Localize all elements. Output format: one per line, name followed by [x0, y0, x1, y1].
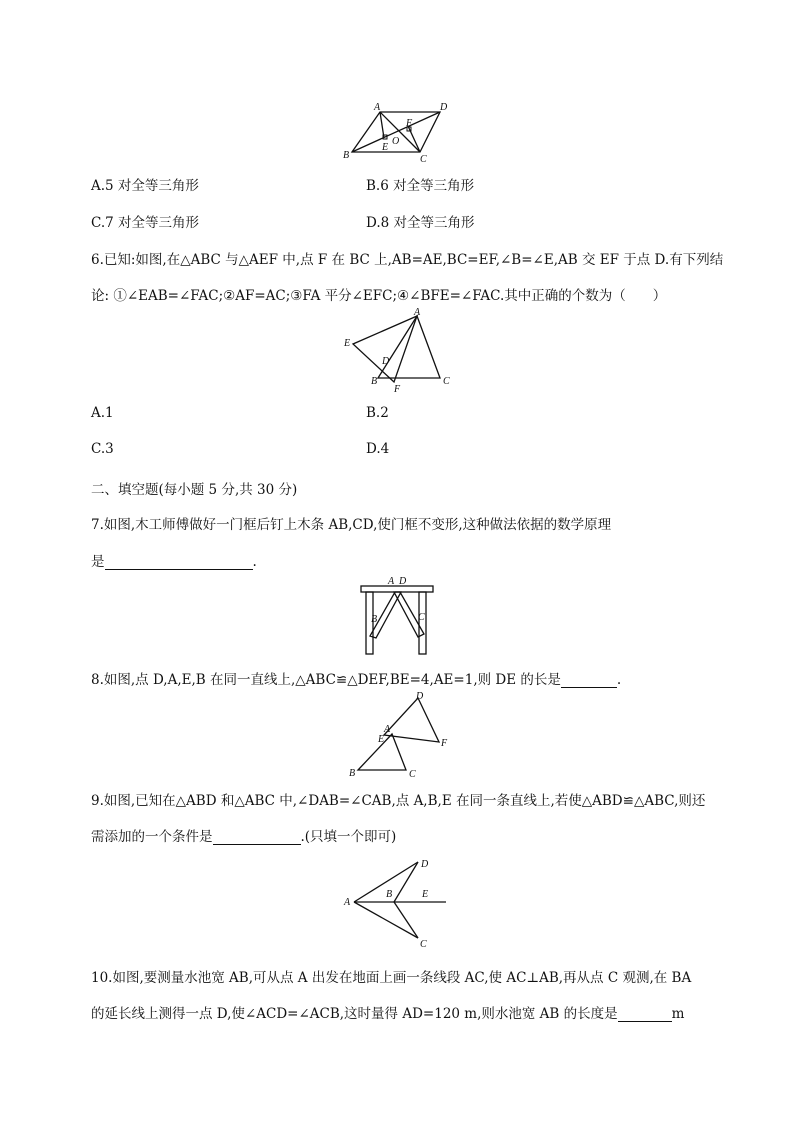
q6-option-d: D.4 — [366, 441, 390, 457]
q8-prefix: 8.如图,点 D,A,E,B 在同一直线上,△ABC≌△DEF,BE=4,AE=1,则 DE 的长是 — [91, 672, 561, 688]
q8-label-C: C — [409, 769, 416, 780]
q5-option-c: C.7 对全等三角形 — [91, 215, 200, 231]
q9-suffix: .(只填一个即可) — [300, 829, 397, 845]
q7-line-2 — [91, 550, 257, 570]
figure-q6-triangles — [338, 308, 458, 396]
figure-q5-parallelogram — [340, 100, 460, 164]
q10-suffix: m — [671, 1006, 685, 1022]
q8-line — [91, 668, 621, 688]
q8-label-F: F — [441, 738, 448, 749]
figure-q8-triangles — [344, 690, 452, 780]
q5-label-E: E — [382, 142, 389, 153]
q9-label-A: A — [344, 897, 351, 908]
q6-label-B: B — [371, 376, 378, 387]
q10-prefix: 的延长线上测得一点 D,使∠ACD=∠ACB,这时量得 AD=120 m,则水池宽 AB 的长度是 — [91, 1006, 618, 1022]
q8-label-A: A — [384, 724, 391, 735]
q6-option-c: C.3 — [91, 441, 114, 457]
q9-line-1: 9.如图,已知在△ABD 和△ABC 中,∠DAB=∠CAB,点 A,B,E 在同一条直线上,若使△ABD≌△ABC,则还 — [91, 793, 706, 809]
q6-label-E: E — [344, 338, 351, 349]
q6-option-b: B.2 — [366, 405, 389, 421]
q10-answer-blank[interactable] — [618, 1007, 672, 1022]
section-2-title: 二、填空题(每小题 5 分,共 30 分) — [91, 482, 298, 498]
q5-option-b: B.6 对全等三角形 — [366, 178, 475, 194]
q9-label-D: D — [421, 859, 429, 870]
q9-label-B: B — [386, 889, 393, 900]
q7-label-B: B — [371, 614, 378, 625]
q7-line-1: 7.如图,木工师傅做好一门框后钉上木条 AB,CD,使门框不变形,这种做法依据的数学原理 — [91, 517, 612, 533]
q9-line-2 — [91, 825, 396, 845]
q8-label-D: D — [416, 691, 424, 702]
q5-label-F: F — [406, 118, 413, 129]
figure-q9-angles — [340, 852, 452, 950]
q6-line-1: 6.已知:如图,在△ABC 与△AEF 中,点 F 在 BC 上,AB=AE,BC=EF,∠B=∠E,AB 交 EF 于点 D.有下列结 — [91, 252, 724, 268]
q7-label-C: C — [418, 612, 425, 623]
q9-answer-blank[interactable] — [213, 830, 301, 845]
q9-label-C: C — [420, 939, 427, 950]
q9-label-E: E — [422, 889, 429, 900]
q8-label-E: E — [378, 734, 385, 745]
q7-suffix: . — [252, 554, 257, 570]
q6-option-a: A.1 — [91, 405, 114, 421]
q5-option-d: D.8 对全等三角形 — [366, 215, 475, 231]
q5-label-B: B — [343, 150, 350, 161]
q6-line-2: 论: ①∠EAB=∠FAC;②AF=AC;③FA 平分∠EFC;④∠BFE=∠FAC.其中正确的个数为（ ） — [91, 288, 667, 304]
q6-label-D: D — [382, 356, 390, 367]
q10-line-2 — [91, 1002, 684, 1022]
q5-label-D: D — [440, 102, 448, 113]
q7-label-D: D — [399, 576, 407, 587]
q5-option-a: A.5 对全等三角形 — [91, 178, 199, 194]
q7-label-A: A — [388, 576, 395, 587]
q8-answer-blank[interactable] — [561, 673, 617, 688]
q5-label-O: O — [392, 136, 400, 147]
q8-suffix: . — [616, 672, 622, 688]
q8-label-B: B — [349, 768, 356, 779]
q7-answer-blank[interactable] — [105, 555, 253, 570]
q6-label-C: C — [443, 376, 450, 387]
q6-label-F: F — [394, 384, 401, 395]
q5-label-C: C — [420, 154, 427, 164]
q5-label-A: A — [374, 102, 381, 113]
figure-q7-door-frame — [360, 574, 436, 658]
q9-prefix: 需添加的一个条件是 — [91, 829, 213, 845]
q6-label-A: A — [414, 308, 421, 318]
q10-line-1: 10.如图,要测量水池宽 AB,可从点 A 出发在地面上画一条线段 AC,使 AC⊥AB,再从点 C 观测,在 BA — [91, 970, 692, 986]
q7-prefix: 是 — [91, 554, 105, 570]
